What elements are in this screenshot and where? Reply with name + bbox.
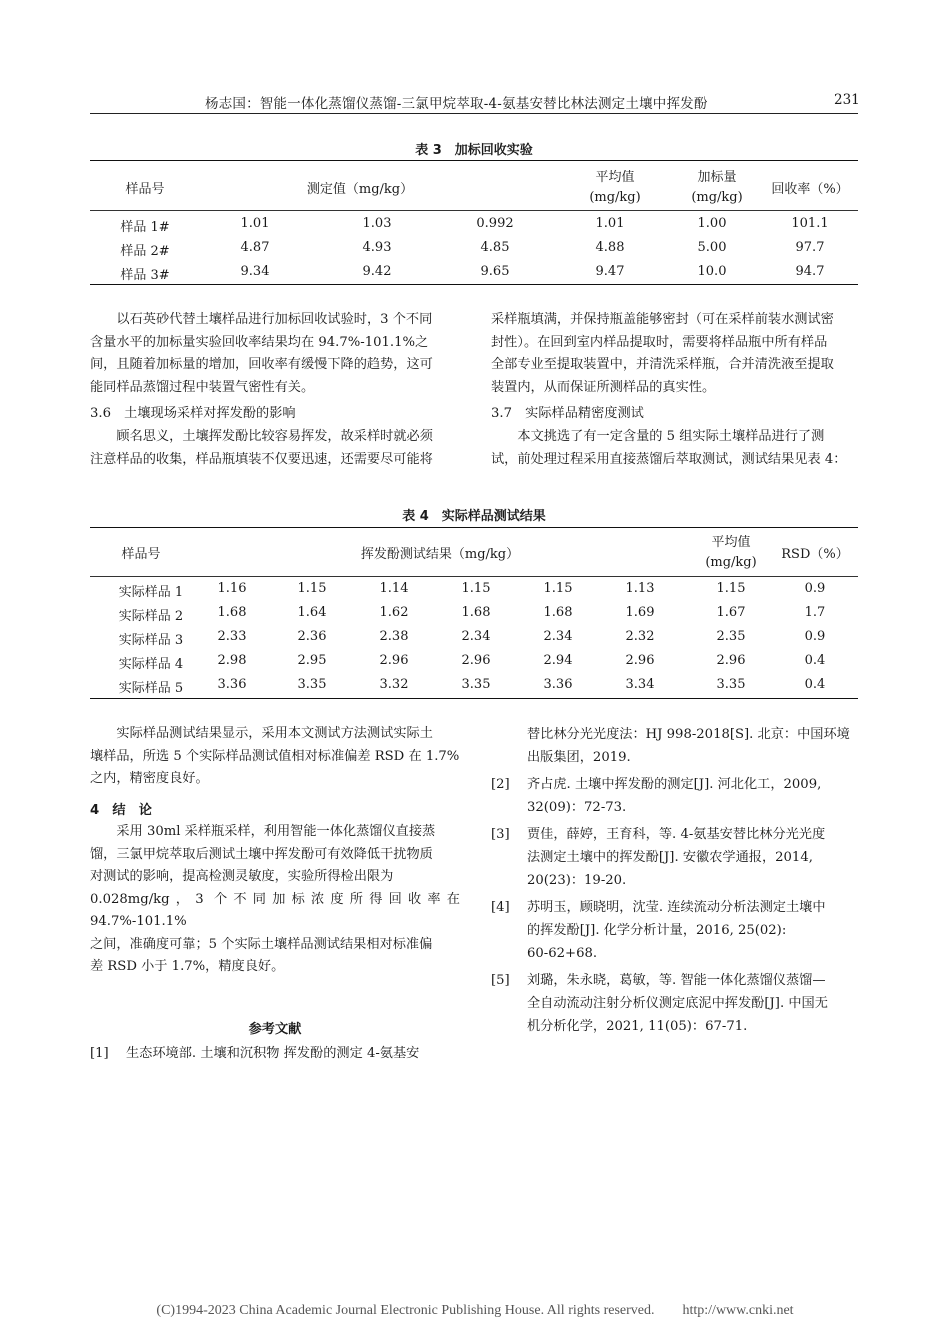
table4-cell: 2.32	[625, 629, 655, 644]
table4-cell-rsd: 0.9	[804, 629, 826, 644]
text-line: 采用 30ml 采样瓶采样，利用智能一体化蒸馏仪直接蒸	[116, 824, 436, 839]
paragraph-sampling-cont	[90, 449, 460, 472]
table3-header-spike: 加标量	[697, 170, 737, 185]
reference-text-line: 出版集团，2019.	[527, 750, 631, 765]
table3-row-label: 样品 1#	[120, 220, 170, 235]
text-line: 采样瓶填满，并保持瓶盖能够密封（可在采样前装水测试密	[491, 312, 834, 327]
text-line: 试，前处理过程采用直接蒸馏后萃取测试，测试结果见表 4：	[491, 451, 847, 467]
reference-text-line: 20(23)：19-20.	[527, 873, 627, 888]
text-line: 封性）。在回到室内样品提取时，需要将样品瓶中所有样品	[491, 334, 828, 350]
table4-row-label: 实际样品 4	[118, 657, 184, 672]
table4-cell: 1.16	[217, 581, 247, 596]
reference-text-line: 替比林分光光度法：HJ 998-2018[S]. 北京：中国环境	[527, 727, 850, 742]
table4-cell: 2.94	[543, 653, 573, 668]
table4-row-label: 实际样品 1	[118, 585, 184, 600]
table3-cell: 10.0	[697, 264, 727, 279]
text-line: 对测试的影响，提高检测灵敏度，实验所得检出限为	[90, 869, 394, 884]
text-line: 0.028mg/kg，3 个不同加标浓度所得回收率在 94.7%-101.1%	[90, 891, 460, 929]
table4-cell: 1.62	[379, 605, 409, 620]
table4-cell: 2.38	[379, 629, 409, 644]
table3-cell: 4.85	[480, 240, 510, 255]
table3-cell: 9.34	[240, 264, 270, 279]
table4-cell-avg: 1.67	[716, 605, 746, 620]
reference-number: [5]	[491, 973, 510, 988]
table4-cell: 1.15	[297, 581, 327, 596]
text-line: 含量水平的加标量实验回收率结果均在 94.7%-101.1%之	[90, 334, 429, 350]
table4-header-rule	[90, 576, 858, 577]
table4-cell: 2.34	[543, 629, 573, 644]
page-number: 231	[834, 92, 860, 108]
table4-row-label: 实际样品 2	[118, 609, 184, 624]
reference-item	[491, 823, 861, 892]
table4-row-label: 实际样品 5	[118, 681, 184, 696]
reference-number: [4]	[491, 900, 510, 915]
section-heading-3-7: 3.7 实际样品精密度测试	[491, 406, 644, 421]
text-line: 间，且随着加标量的增加，回收率有缓慢下降的趋势，这可	[90, 357, 433, 372]
reference-item	[491, 896, 861, 965]
reference-text-line: 生态环境部. 土壤和沉积物 挥发酚的测定 4-氨基安	[126, 1046, 420, 1061]
table4-cell: 3.35	[461, 677, 491, 692]
table4-cell: 1.13	[625, 581, 655, 596]
table4-cell-avg: 2.35	[716, 629, 746, 644]
table4-cell: 2.96	[379, 653, 409, 668]
text-line: 之间，准确度可靠；5 个实际土壤样品测试结果相对标准偏	[90, 936, 433, 952]
paragraph-results	[90, 723, 460, 746]
references-heading: 参考文献	[248, 1022, 302, 1037]
table4-cell: 1.15	[543, 581, 573, 596]
table4-header-avg-unit: (mg/kg)	[705, 555, 757, 570]
section-heading-conclusion: 4 结 论	[90, 803, 152, 818]
reference-text-line: 法测定土壤中的挥发酚[J]. 安徽农学通报，2014,	[527, 850, 813, 865]
reference-item	[491, 773, 861, 819]
table4-cell-avg: 3.35	[716, 677, 746, 692]
table4-cell: 1.69	[625, 605, 655, 620]
table4-cell: 1.68	[217, 605, 247, 620]
table4-row-label: 实际样品 3	[118, 633, 184, 648]
table3-header-sample: 样品号	[125, 182, 165, 197]
paragraph-sampling	[90, 426, 460, 449]
table4-cell: 3.35	[297, 677, 327, 692]
table4-cell: 1.68	[543, 605, 573, 620]
reference-text-line: 的挥发酚[J]. 化学分析计量，2016, 25(02):	[527, 923, 787, 938]
table4-cell: 2.98	[217, 653, 247, 668]
table4-cell-avg: 2.96	[716, 653, 746, 668]
table4-caption: 表 4 实际样品测试结果	[402, 509, 546, 524]
text-line: 全部专业至提取装置中，并清洗采样瓶，合并清洗液至提取	[491, 357, 834, 372]
reference-item	[491, 723, 861, 769]
paragraph-conclusion	[90, 821, 460, 844]
running-header-title: 杨志国：智能一体化蒸馏仪蒸馏-三氯甲烷萃取-4-氨基安替比林法测定土壤中挥发酚	[205, 96, 708, 112]
table3-header-rule	[90, 210, 858, 211]
paragraph-sampling-right	[491, 309, 861, 399]
table3-cell: 4.88	[595, 240, 625, 255]
table4-cell: 1.64	[297, 605, 327, 620]
table3-header-recovery: 回收率（%）	[771, 182, 849, 197]
table3-caption: 表 3 加标回收实验	[415, 143, 533, 158]
reference-item	[491, 969, 861, 1038]
header-rule	[90, 113, 858, 114]
reference-item	[90, 1042, 460, 1065]
reference-text-line: 机分析化学，2021, 11(05)：67-71.	[527, 1019, 748, 1034]
table3-cell: 97.7	[795, 240, 825, 255]
table3-cell: 9.42	[362, 264, 392, 279]
table3-cell: 94.7	[795, 264, 825, 279]
reference-text-line: 32(09)：72-73.	[527, 800, 627, 815]
table4-cell-avg: 1.15	[716, 581, 746, 596]
table4-cell: 3.34	[625, 677, 655, 692]
reference-text-line: 全自动流动注射分析仪测定底泥中挥发酚[J]. 中国无	[527, 996, 828, 1011]
reference-text-line: 刘璐，朱永晓，葛敏，等. 智能一体化蒸馏仪蒸馏—	[527, 973, 826, 988]
table3-cell: 9.65	[480, 264, 510, 279]
table3-cell: 101.1	[791, 216, 829, 231]
reference-text-line: 苏明玉，顾晓明，沈莹. 连续流动分析法测定土壤中	[527, 900, 826, 915]
text-line: 顾名思义，土壤挥发酚比较容易挥发，故采样时就必须	[116, 429, 433, 444]
table3-cell: 1.00	[697, 216, 727, 231]
table4-cell: 2.34	[461, 629, 491, 644]
table4-cell-rsd: 0.9	[804, 581, 826, 596]
table4-cell: 2.33	[217, 629, 247, 644]
table4-cell: 2.96	[461, 653, 491, 668]
text-line: 馏，三氯甲烷萃取后测试土壤中挥发酚可有效降低干扰物质	[90, 846, 433, 862]
text-line: 实际样品测试结果显示，采用本文测试方法测试实际土	[116, 726, 433, 741]
table3-header-measured: 测定值（mg/kg）	[306, 182, 414, 197]
table4-cell: 3.36	[543, 677, 573, 692]
copyright-footer: (C)1994-2023 China Academic Journal Electronic Publishing House. All rights reserved. http://www.cnki.net	[156, 1303, 794, 1318]
table4-cell: 2.95	[297, 653, 327, 668]
table3-cell: 0.992	[476, 216, 514, 231]
text-line: 注意样品的收集，样品瓶填装不仅要迅速，还需要尽可能将	[90, 451, 433, 467]
table3-bottom-rule	[90, 284, 858, 285]
text-line: 之内，精密度良好。	[90, 771, 209, 786]
table4-header-avg: 平均值	[711, 535, 751, 550]
reference-text-line: 齐占虎. 土壤中挥发酚的测定[J]. 河北化工，2009,	[527, 777, 822, 792]
table4-cell: 2.36	[297, 629, 327, 644]
table3-top-rule	[90, 160, 858, 161]
table4-header-result: 挥发酚测试结果（mg/kg）	[360, 547, 520, 562]
table3-cell: 1.01	[240, 216, 270, 231]
table4-cell-rsd: 0.4	[804, 677, 826, 692]
table4-cell: 2.96	[625, 653, 655, 668]
reference-text-line: 60-62+68.	[527, 946, 598, 961]
table3-row-label: 样品 3#	[120, 268, 170, 283]
table3-header-avg: 平均值	[595, 170, 635, 185]
table3-cell: 1.03	[362, 216, 392, 231]
table4-header-rsd: RSD（%）	[781, 547, 849, 562]
table3-cell: 1.01	[595, 216, 625, 231]
text-line: 本文挑选了有一定含量的 5 组实际土壤样品进行了测	[517, 429, 825, 444]
reference-text-line: 贾佳，薛婷，王育科，等. 4-氨基安替比林分光光度	[527, 827, 826, 842]
table4-top-rule	[90, 527, 858, 528]
table4-cell-rsd: 1.7	[804, 605, 826, 620]
text-line: 装置内，从而保证所测样品的真实性。	[491, 379, 716, 395]
text-line: 壤样品，所选 5 个实际样品测试值相对标准偏差 RSD 在 1.7%	[90, 748, 460, 764]
section-heading-3-6: 3.6 土壤现场采样对挥发酚的影响	[90, 406, 296, 421]
table4-cell: 3.32	[379, 677, 409, 692]
paragraph-precision-cont	[491, 449, 861, 472]
table4-cell: 1.14	[379, 581, 409, 596]
table4-cell: 1.15	[461, 581, 491, 596]
table3-cell: 4.93	[362, 240, 392, 255]
table4-bottom-rule	[90, 698, 858, 699]
paragraph-precision	[491, 426, 861, 449]
paragraph-recovery-discussion-cont	[90, 332, 460, 400]
paragraph-recovery-discussion	[90, 309, 460, 332]
table4-cell: 3.36	[217, 677, 247, 692]
reference-number: [2]	[491, 777, 510, 792]
paragraph-conclusion-cont	[90, 844, 460, 979]
text-line: 差 RSD 小于 1.7%，精度良好。	[90, 959, 285, 974]
table3-row-label: 样品 2#	[120, 244, 170, 259]
text-line: 能同样品蒸馏过程中装置气密性有关。	[90, 379, 315, 395]
table3-cell: 9.47	[595, 264, 625, 279]
reference-number: [3]	[491, 827, 510, 842]
table3-header-avg-unit: (mg/kg)	[589, 190, 641, 205]
paragraph-results-cont	[90, 746, 460, 791]
table4-cell-rsd: 0.4	[804, 653, 826, 668]
table3-cell: 5.00	[697, 240, 727, 255]
table3-cell: 4.87	[240, 240, 270, 255]
reference-number: [1]	[90, 1046, 109, 1061]
table4-header-sample: 样品号	[121, 547, 161, 562]
table3-header-spike-unit: (mg/kg)	[691, 190, 743, 205]
text-line: 以石英砂代替土壤样品进行加标回收试验时，3 个不同	[116, 312, 433, 327]
table4-cell: 1.68	[461, 605, 491, 620]
